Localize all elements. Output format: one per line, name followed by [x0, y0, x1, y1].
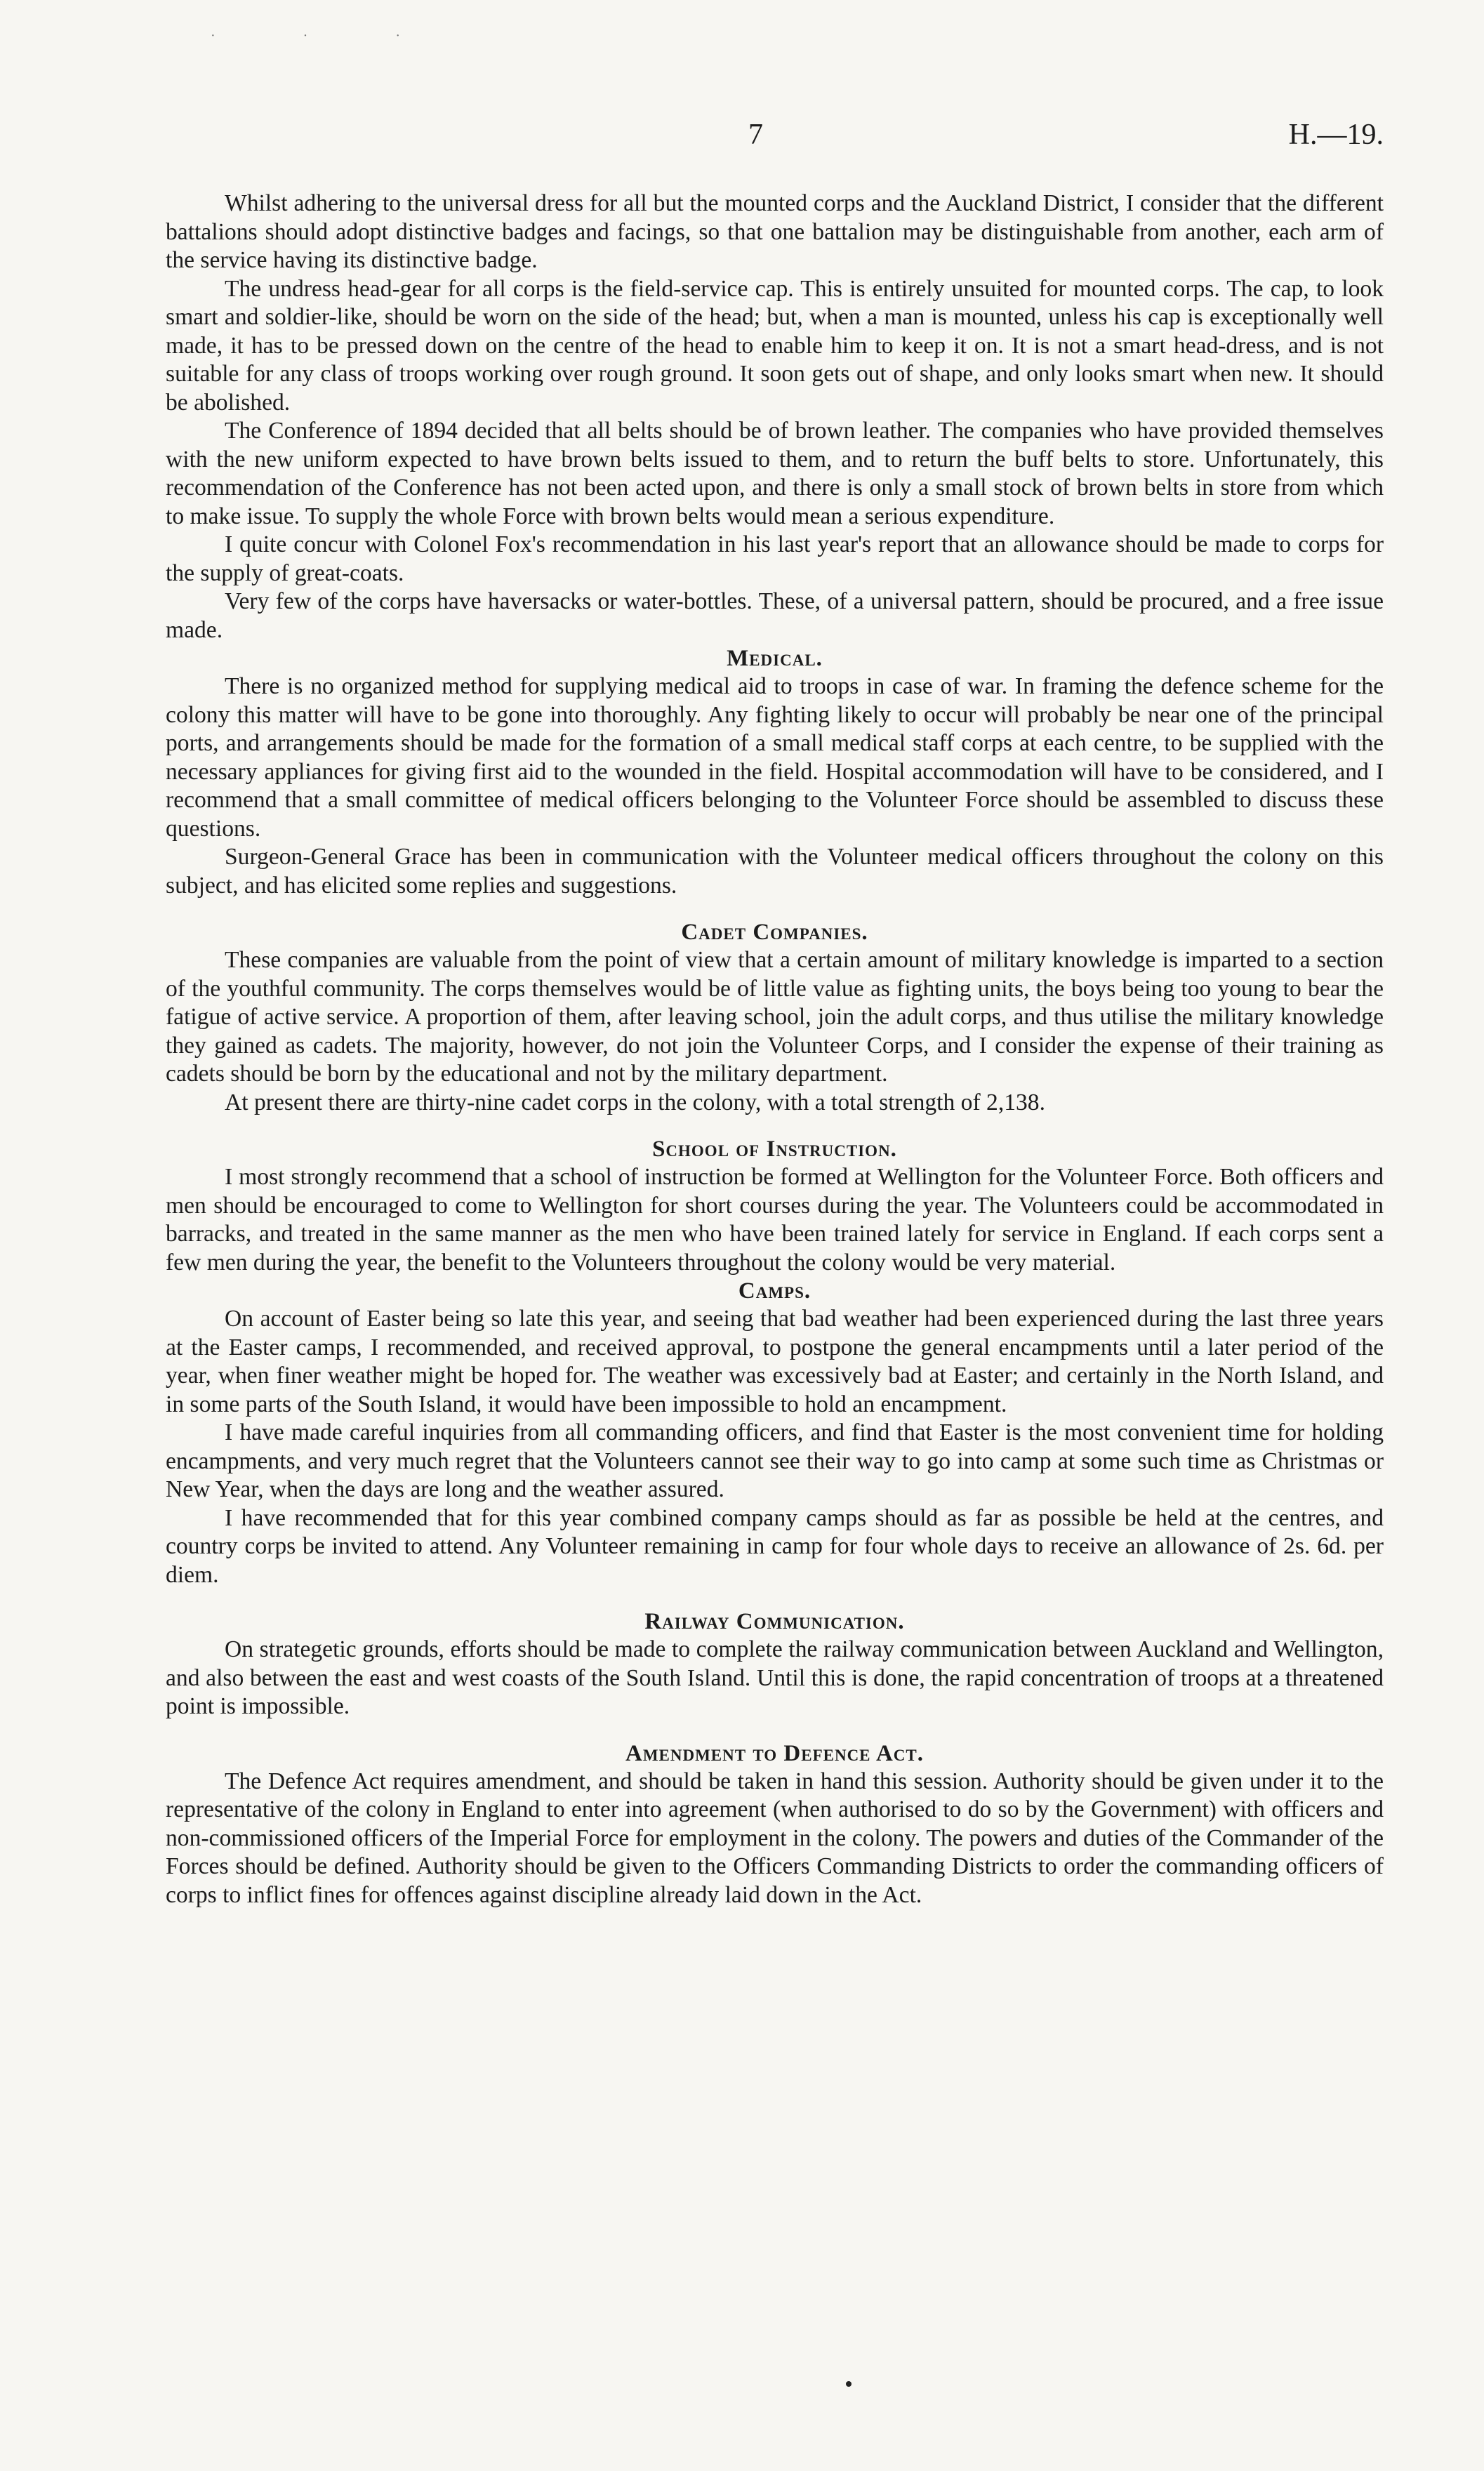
paragraph: These companies are valuable from the point of view that a certain amount of military knowledge is imparted to a section of the youthful community. The corps themselves would be of little value as fighting units, the boys being too young to bear the fatigue of active service. A proportion of them, after leaving school, join the adult corps, and thus utilise the military knowledge they gained as cadets. The majority, however, do not join the Volunteer Corps, and I consider the expense of their training as cadets should be born by the educational and not by the military department.: [166, 947, 1384, 1087]
section-cadet-companies: [166, 918, 1384, 1117]
scan-mark: [846, 2381, 852, 2387]
section-heading-camps: Camps.: [738, 1278, 811, 1304]
document-body: [166, 190, 1384, 1909]
section-heading-railway-communication: Railway Communication.: [644, 1609, 905, 1634]
document-page: [166, 0, 1384, 2471]
section-heading-medical: Medical.: [727, 646, 823, 671]
paragraph: Surgeon-General Grace has been in communication with the Volunteer medical officers throughout the colony on this subject, and has elicited some replies and suggestions.: [166, 844, 1384, 899]
section-medical: [166, 644, 1384, 900]
paragraph: At present there are thirty-nine cadet corps in the colony, with a total strength of 2,138.: [225, 1089, 1045, 1115]
section-uniform: [166, 190, 1384, 644]
paragraph: There is no organized method for supplying medical aid to troops in case of war. In framing the defence scheme for the colony this matter will have to be gone into thoroughly. Any fighting likely to occur will probably be near one of the principal ports, and arrangements should be made for the formation of a small medical staff corps at each centre, to be supplied with the necessary appliances for giving first aid to the wounded in the field. Hospital accommodation will have to be considered, and I recommend that a small committee of medical officers belonging to the Volunteer Force should be assembled to discuss these questions.: [166, 673, 1384, 842]
section-heading-cadet-companies: Cadet Companies.: [681, 920, 868, 945]
paragraph: The Conference of 1894 decided that all belts should be of brown leather. The companies who have provided themselves with the new uniform expected to have brown belts issued to them, and to return the buff belts to store. Unfortunately, this recommendation of the Conference has not been acted upon, and there is only a small stock of brown belts in store from which to make issue. To supply the whole Force with brown belts would mean a serious expenditure.: [166, 418, 1384, 529]
page-number: 7: [748, 119, 763, 151]
paragraph: I have made careful inquiries from all commanding officers, and find that Easter is the most convenient time for holding encampments, and very much regret that the Volunteers cannot see their way to go into camp at some such time as Christmas or New Year, when the days are long and the weather assured.: [166, 1419, 1384, 1502]
section-heading-amendment-defence-act: Amendment to Defence Act.: [625, 1740, 924, 1766]
section-railway-communication: [166, 1608, 1384, 1721]
paragraph: I have recommended that for this year combined company camps should as far as possible be held at the centres, and country corps be invited to attend. Any Volunteer remaining in camp for four whole days to receive an allowance of 2s. 6d. per diem.: [166, 1504, 1384, 1588]
document-reference: H.—19.: [1288, 119, 1384, 151]
section-school-of-instruction: [166, 1135, 1384, 1277]
section-amendment-defence-act: [166, 1740, 1384, 1910]
section-heading-school-of-instruction: School of Instruction.: [652, 1137, 897, 1162]
paragraph: On account of Easter being so late this year, and seeing that bad weather had been experienced during the last three years at the Easter camps, I recommended, and received approval, to postpone the general encampments until a later period of the year, when finer weather might be hoped for. The weather was excessively bad at Easter; and certainly in the North Island, and in some parts of the South Island, it would have been impossible to hold an encampment.: [166, 1306, 1384, 1417]
paragraph: I most strongly recommend that a school of instruction be formed at Wellington for the Volunteer Force. Both officers and men should be encouraged to come to Wellington for short courses during the year. The Volunteers could be accommodated in barracks, and treated in the same manner as the men who have been trained lately for service in England. If each corps sent a few men during the year, the benefit to the Volunteers throughout the colony would be very material.: [166, 1164, 1384, 1276]
paragraph: I quite concur with Colonel Fox's recommendation in his last year's report that an allowance should be made to corps for the supply of great-coats.: [166, 531, 1384, 586]
paragraph: Whilst adhering to the universal dress for all but the mounted corps and the Auckland District, I consider that the different battalions should adopt distinctive badges and facings, so that one battalion may be distinguishable from another, each arm of the service having its distinctive badge.: [166, 190, 1384, 273]
section-camps: [166, 1277, 1384, 1589]
scan-specks: · · ·: [211, 28, 442, 44]
page-header: [166, 118, 1384, 160]
paragraph: On strategetic grounds, efforts should be made to complete the railway communication between Auckland and Wellington, and also between the east and west coasts of the South Island. Until this is done, the rapid concentration of troops at a threatened point is impossible.: [166, 1636, 1384, 1719]
paragraph: Very few of the corps have haversacks or water-bottles. These, of a universal pattern, should be procured, and a free issue made.: [166, 588, 1384, 643]
paragraph: The Defence Act requires amendment, and should be taken in hand this session. Authority should be given under it to the representative of the colony in England to enter into agreement (when authorised to do so by the Government) with officers and non-commissioned officers of the Imperial Force for employment in the colony. The powers and duties of the Commander of the Forces should be defined. Authority should be given to the Officers Commanding Districts to order the commanding officers of corps to inflict fines for offences against discipline already laid down in the Act.: [166, 1768, 1384, 1908]
paragraph: The undress head-gear for all corps is the field-service cap. This is entirely unsuited for mounted corps. The cap, to look smart and soldier-like, should be worn on the side of the head; but, when a man is mounted, unless his cap is exceptionally well made, it has to be pressed down on the centre of the head to enable him to keep it on. It is not a smart head-dress, and is not suitable for any class of troops working over rough ground. It soon gets out of shape, and only looks smart when new. It should be abolished.: [166, 275, 1384, 416]
